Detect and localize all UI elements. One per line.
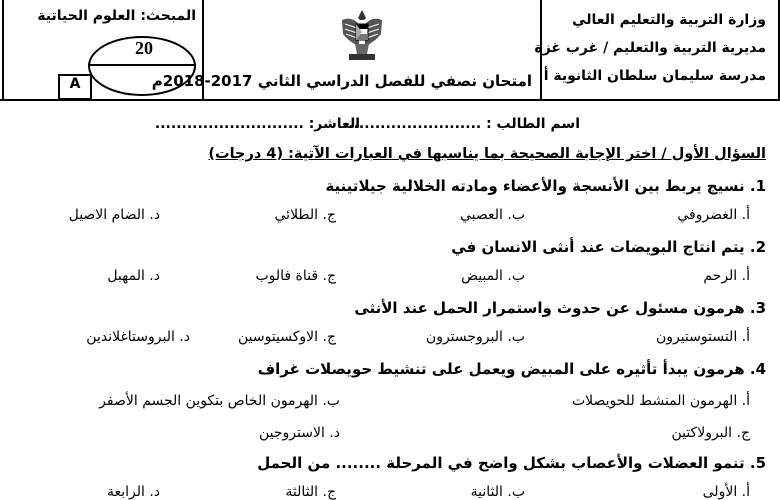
q4-option-b: ب. الهرمون الخاص بتكوين الجسم الأصفر: [99, 393, 340, 409]
q2-option-c: ج. قناة فالوب: [255, 268, 336, 284]
q2-option-d: د. المهبل: [107, 268, 160, 284]
directorate-line: مديرية التربية والتعليم / غرب غزة: [534, 40, 766, 56]
q4-option-d: د. الاستروجين: [259, 425, 340, 441]
model-letter: A: [69, 76, 81, 92]
q3-option-d: د. البروستاغلاندين: [86, 329, 190, 345]
subject-label: المبحث: العلوم الحياتية: [37, 8, 196, 24]
q3-option-b: ب. البروجسترون: [425, 329, 525, 345]
header-bottom-rule: [0, 99, 780, 101]
q5-option-c: ج. الثالثة: [285, 484, 336, 500]
q4-option-a: أ. الهرمون المنشط للحويصلات: [571, 393, 750, 409]
q4-option-c: ج. البرولاكتين: [671, 425, 750, 441]
q3-option-c: ج. الاوكسيتوسين: [237, 329, 336, 345]
question-1: 1. نسيج يربط بين الأنسجة والأعضاء ومادته الخلالية جيلاتينية: [325, 177, 766, 195]
marks-divider: [88, 64, 196, 66]
q5-option-a: أ. الأولى: [702, 484, 750, 500]
student-name-field: اسم الطالب : ..........................: [342, 116, 580, 132]
palestine-emblem-icon: [337, 6, 387, 64]
q5-option-b: ب. الثانية: [470, 484, 525, 500]
q2-option-b: ب. المبيض: [461, 268, 525, 284]
q1-option-c: ج. الطلائي: [274, 207, 336, 223]
total-marks: 20: [135, 38, 153, 58]
exam-title: امتحان نصفي للفصل الدراسي الثاني 2017-2018م: [151, 72, 532, 90]
question-2: 2. يتم انتاج البويضات عند أنثى الانسان في: [451, 238, 766, 256]
ministry-line: وزارة التربية والتعليم العالي: [572, 12, 766, 28]
school-line: مدرسة سليمان سلطان الثانوية أ: [543, 68, 766, 84]
question-3: 3. هرمون مسئول عن حدوث واستمرار الحمل عند الأنثى: [354, 299, 766, 317]
question-4: 4. هرمون يبدأ تأثيره على المبيض ويعمل على تنشيط حويصلات غراف: [257, 360, 766, 378]
section-1-title: السؤال الأول / اختر الإجابة الصحيحة بما يناسبها في العبارات الآتية: (4 درجات): [208, 146, 766, 162]
q2-option-a: أ. الرحم: [703, 268, 750, 284]
q5-option-d: د. الرابعة: [106, 484, 160, 500]
class-field: العاشر: ............................: [154, 116, 360, 132]
q3-option-a: أ. التستوستيرون: [655, 329, 750, 345]
q1-option-b: ب. العصبي: [459, 207, 525, 223]
question-5: 5. تنمو العضلات والأعصاب بشكل واضح في المرحلة ........ من الحمل: [257, 454, 766, 472]
q1-option-d: د. الضام الاصيل: [68, 207, 160, 223]
q1-option-a: أ. الغضروفي: [677, 207, 750, 223]
